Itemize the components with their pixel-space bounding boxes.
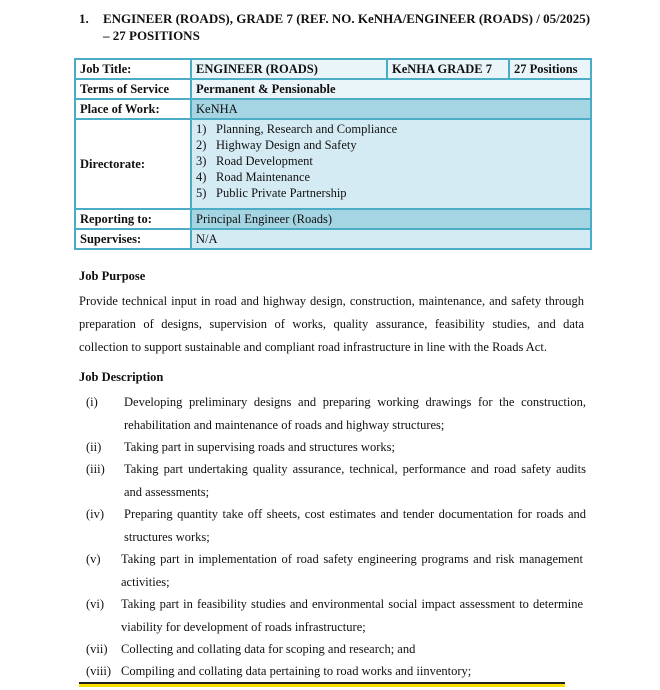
- job-purpose-text: Provide technical input in road and highway design, construction, maintenance, and safety through preparation of designs, supervision of works, quality assurance, feasibility studies, and data collection to support sustainable and compliant road infrastructure in line with the Roads Act.: [79, 294, 584, 354]
- job-title-value: ENGINEER (ROADS): [191, 59, 387, 79]
- place-value: KeNHA: [191, 99, 591, 119]
- job-title-label: Job Title:: [75, 59, 191, 79]
- row-job-title: [75, 59, 591, 79]
- job-purpose-title: Job Purpose: [79, 269, 146, 283]
- directorate-item: 2) Highway Design and Safety: [196, 138, 357, 152]
- supervises-label: Supervises:: [75, 229, 191, 249]
- job-info-table: [74, 58, 592, 250]
- positions-value: 27 Positions: [509, 59, 591, 79]
- row-directorate: [75, 119, 591, 209]
- directorate-item: 5) Public Private Partnership: [196, 186, 347, 200]
- terms-value: Permanent & Pensionable: [191, 79, 591, 99]
- directorate-item: 4) Road Maintenance: [196, 170, 311, 184]
- heading-line-2: – 27 POSITIONS: [103, 28, 200, 43]
- heading-number: 1.: [79, 11, 89, 26]
- reporting-value: Principal Engineer (Roads): [191, 209, 591, 229]
- job-description-title: Job Description: [79, 370, 164, 384]
- row-reporting: [75, 209, 591, 229]
- directorate-label: Directorate:: [75, 119, 191, 209]
- heading-line-1: ENGINEER (ROADS), GRADE 7 (REF. NO. KeNHA/ENGINEER (ROADS) / 05/2025): [103, 11, 591, 26]
- reporting-label: Reporting to:: [75, 209, 191, 229]
- footer-rule-yellow: [79, 684, 565, 687]
- directorate-item: 3) Road Development: [196, 154, 313, 168]
- directorate-list: [191, 119, 591, 209]
- place-label: Place of Work:: [75, 99, 191, 119]
- row-supervises: [75, 229, 591, 249]
- row-place: [75, 99, 591, 119]
- grade-value: KeNHA GRADE 7: [387, 59, 509, 79]
- row-terms: [75, 79, 591, 99]
- supervises-value: N/A: [191, 229, 591, 249]
- directorate-item: 1) Planning, Research and Compliance: [196, 122, 398, 136]
- terms-label: Terms of Service: [75, 79, 191, 99]
